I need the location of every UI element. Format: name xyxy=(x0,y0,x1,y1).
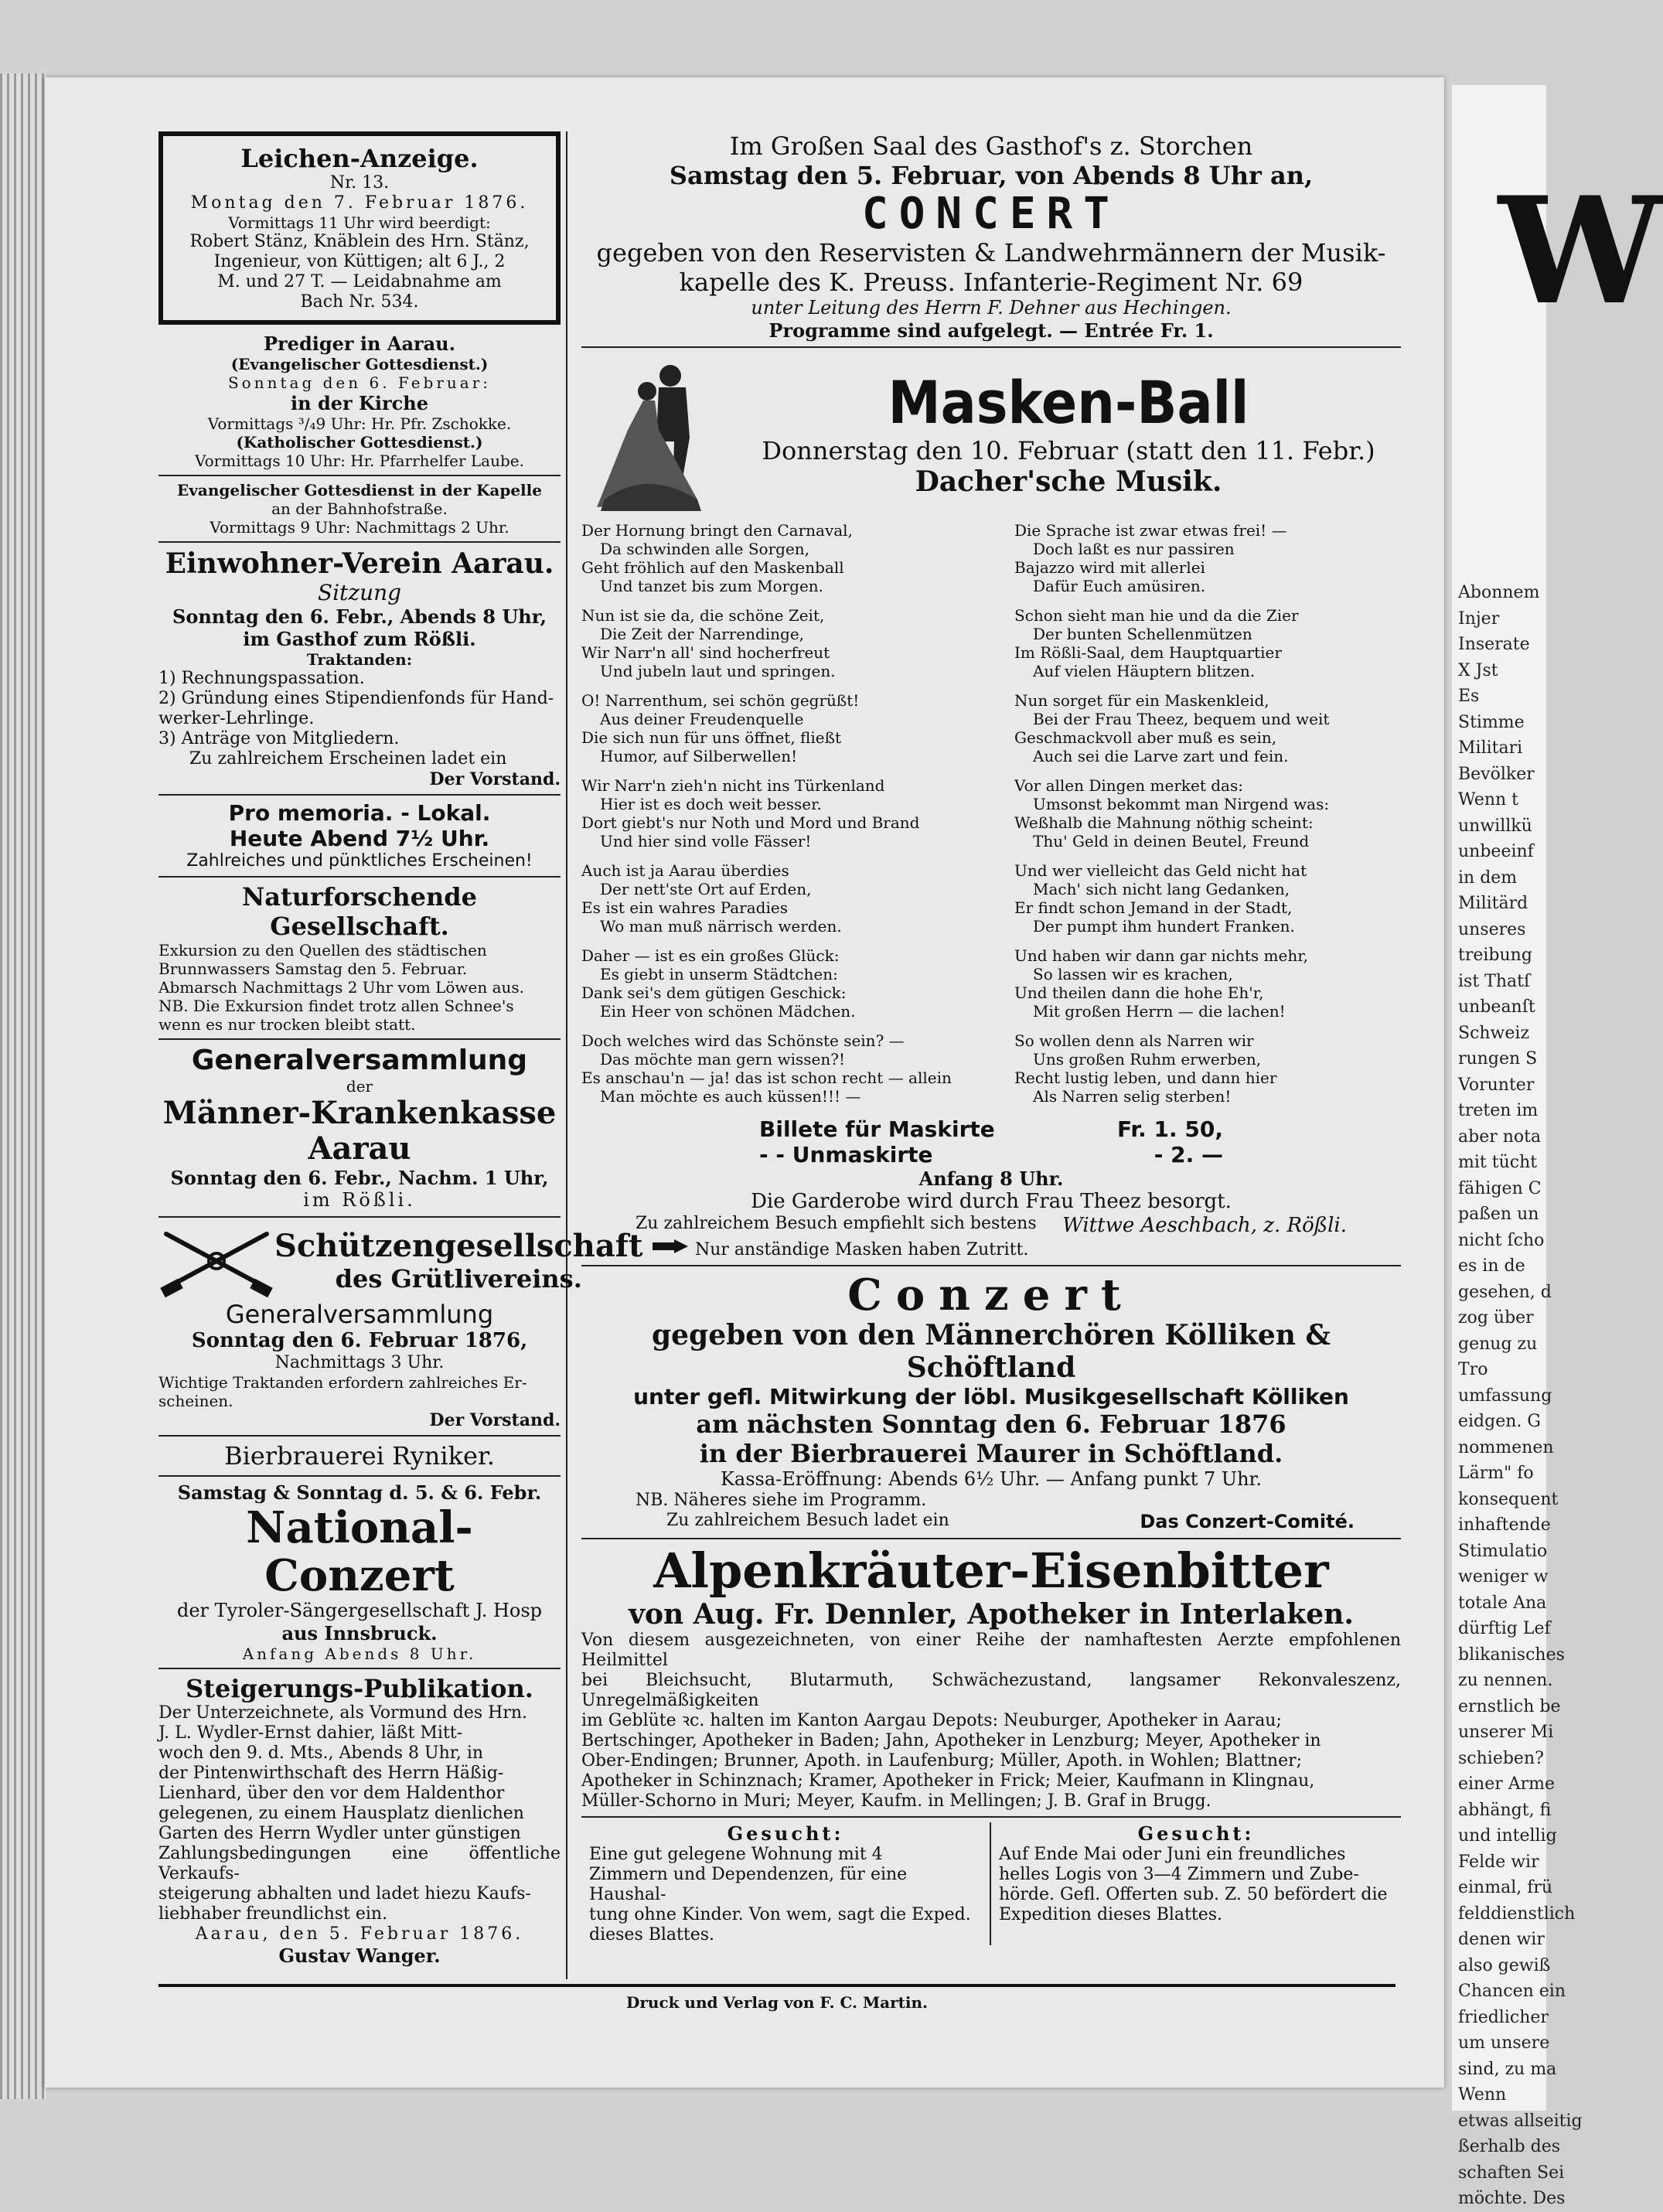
adjacent-page-line: weniger w xyxy=(1458,1567,1549,1587)
verse-line: Es giebt in unserm Städtchen: xyxy=(600,965,838,983)
gesucht-left-title: Gesucht: xyxy=(727,1822,844,1845)
schuetzen-title1: Schützengesellschaft xyxy=(274,1228,643,1264)
verse-stanza xyxy=(1014,776,1401,850)
verse-line: Doch laßt es nur passiren xyxy=(1033,540,1235,558)
alpen-line: bei Bleichsucht, Blutarmuth, Schwächezustand, langsamer Rekonvaleszenz, Unregelmäßigkeiten xyxy=(581,1671,1401,1710)
church-title: Prediger in Aarau. xyxy=(263,332,455,355)
adjacent-page-line: Es xyxy=(1458,687,1480,706)
adjacent-page-line: also gewiß xyxy=(1458,1955,1551,1975)
ticket2-label: - - Unmaskirte xyxy=(759,1142,933,1167)
gesucht-left xyxy=(581,1822,991,1945)
kranken-title: Generalversammlung xyxy=(191,1045,528,1076)
adjacent-page-line: Militärd xyxy=(1458,894,1528,913)
alpen-by: von Aug. Fr. Dennler, Apotheker in Interlaken. xyxy=(629,1598,1354,1631)
verse-line: So lassen wir es krachen, xyxy=(1033,965,1233,983)
konzert2-line7: Zu zahlreichem Besuch ladet ein xyxy=(666,1511,949,1530)
gesucht-right-line: helles Logis von 3—4 Zimmern und Zube- xyxy=(999,1865,1359,1884)
adjacent-page-line: paßen un xyxy=(1458,1205,1539,1224)
steigerung-line: J. L. Wydler-Ernst dahier, läßt Mitt- xyxy=(158,1723,463,1743)
verse-stanza xyxy=(1014,861,1401,936)
konzert2-line6: NB. Näheres siehe im Programm. xyxy=(636,1491,927,1510)
adjacent-page-line: X Jst xyxy=(1458,660,1498,680)
verse-line: Hier ist es doch weit besser. xyxy=(600,795,822,813)
adjacent-page-line: etwas allseitig xyxy=(1458,2111,1583,2131)
adjacent-page-edge xyxy=(1452,85,1663,2208)
adjacent-page-line: dürftig Lef xyxy=(1458,1619,1551,1638)
steigerung-line: gelegenen, zu einem Hausplatz dienlichen xyxy=(158,1804,524,1823)
steigerung-line: Zahlungsbedingungen eine öffentliche Verkaufs- xyxy=(158,1844,561,1883)
adjacent-page-line: es in de xyxy=(1458,1256,1525,1276)
verse-line: O! Narrenthum, sei schön gegrüßt! xyxy=(581,691,860,710)
adjacent-page-line: unbeanſt xyxy=(1458,997,1535,1017)
ryniker-title: Bierbrauerei Ryniker. xyxy=(224,1441,495,1471)
konzert2-line2: unter gefl. Mitwirkung der löbl. Musikgesellschaft Kölliken xyxy=(633,1384,1349,1409)
adjacent-page-line: nommenen xyxy=(1458,1437,1554,1457)
adjacent-page-line: in dem xyxy=(1458,867,1518,888)
verses-left-column xyxy=(581,521,968,1116)
left-column xyxy=(158,131,643,1967)
verse-line: Der nett'ste Ort auf Erden, xyxy=(600,880,812,898)
adjacent-page-line: genug zu xyxy=(1458,1334,1538,1354)
ticket-row-2 xyxy=(759,1142,1223,1167)
verse-line: Geht fröhlich auf den Maskenball xyxy=(581,558,844,577)
schuetzen-title2: des Grütlivereins. xyxy=(335,1264,582,1293)
kranken-where: im Rößli. xyxy=(303,1189,416,1211)
gesucht-right-lines xyxy=(999,1845,1393,1925)
verse-stanza xyxy=(1014,1031,1401,1106)
footer-imprint: Druck und Verlag von F. C. Martin. xyxy=(626,1993,928,2012)
verse-line: Die sich nun für uns öffnet, fließt xyxy=(581,728,841,747)
konzert2-sign: Das Conzert-Comité. xyxy=(1140,1511,1355,1532)
footer xyxy=(158,1978,1395,2012)
masken-note: Nur anständige Masken haben Zutritt. xyxy=(695,1240,1029,1259)
natur-line: NB. Die Exkursion findet trotz allen Schnee's xyxy=(158,997,514,1015)
death-notice-line: Ingenieur, von Küttigen; alt 6 J., 2 xyxy=(213,252,506,271)
verse-line: Wir Narr'n zieh'n nicht ins Türkenland xyxy=(581,776,885,795)
adjacent-page-line: konsequent xyxy=(1458,1489,1559,1509)
ryniker-by: der Tyroler-Sängergesellschaft J. Hosp xyxy=(176,1600,543,1621)
verse-line: Aus deiner Freudenquelle xyxy=(600,710,804,728)
masken-verses xyxy=(581,521,1401,1116)
naturforschende-gesellschaft xyxy=(158,882,561,1034)
schuetzen-gv: Generalversammlung xyxy=(225,1300,494,1329)
schuetzen-time: Nachmittags 3 Uhr. xyxy=(274,1353,445,1372)
steigerung-lines xyxy=(158,1703,561,1924)
crossed-rifles-icon xyxy=(158,1222,274,1300)
einwohner-agenda-title: Traktanden: xyxy=(306,650,413,669)
verse-line: Und hier sind volle Fässer! xyxy=(600,832,812,850)
kranken-when: Sonntag den 6. Febr., Nachm. 1 Uhr, xyxy=(170,1167,549,1189)
steigerung-line: Lienhard, über den vor dem Haldenthor xyxy=(158,1784,505,1803)
verse-line: Mit großen Herrn — die lachen! xyxy=(1033,1002,1286,1021)
concert-title: CONCERT xyxy=(861,189,1120,239)
natur-line: Abmarsch Nachmittags 2 Uhr vom Löwen aus. xyxy=(158,978,525,997)
einwohner-subtitle: Sitzung xyxy=(317,580,402,605)
verse-line: Die Sprache ist zwar etwas frei! — xyxy=(1014,521,1287,540)
alpen-title: Alpenkräuter-Eisenbitter xyxy=(653,1542,1329,1599)
alpenkraeuter-eisenbitter xyxy=(581,1544,1401,1812)
adjacent-page-line: zu nennen. xyxy=(1458,1671,1553,1690)
alpen-lines xyxy=(581,1631,1401,1812)
death-notice-line: Bach Nr. 534. xyxy=(300,292,419,312)
gesucht-left-line: Eine gut gelegene Wohnung mit 4 xyxy=(589,1845,883,1864)
adjacent-page-line: ernstlich be xyxy=(1458,1696,1561,1716)
adjacent-page-line: treibung xyxy=(1458,946,1532,965)
pro-memoria xyxy=(158,800,561,871)
masken-date: Donnerstag den 10. Februar (statt den 11. Febr.) xyxy=(762,436,1375,465)
alpen-line: Von diesem ausgezeichneten, von einer Reihe der namhaftesten Aerzte empfohlenen Heilmittel xyxy=(581,1631,1401,1670)
chapel-place: an der Bahnhofstraße. xyxy=(271,499,448,518)
church-evang-time: Vormittags ³/₄9 Uhr: Hr. Pfr. Zschokke. xyxy=(207,414,512,433)
verse-stanza xyxy=(581,946,968,1021)
adjacent-page-line: friedlicher xyxy=(1458,2007,1549,2027)
adjacent-page-line: Tro xyxy=(1458,1360,1488,1379)
kranken-name: Männer-Krankenkasse Aarau xyxy=(162,1095,557,1167)
dancing-couple-icon xyxy=(581,353,736,515)
masken-start: Anfang 8 Uhr. xyxy=(918,1167,1064,1190)
verse-line: Der Hornung bringt den Carnaval, xyxy=(581,521,853,540)
gesucht-left-line: Zimmern und Dependenzen, für eine Haushal- xyxy=(589,1865,908,1904)
masken-invite: Zu zahlreichem Besuch empfiehlt sich bestens xyxy=(636,1214,1037,1233)
masken-invite-row xyxy=(581,1214,1401,1238)
ryniker-from: aus Innsbruck. xyxy=(281,1622,438,1645)
adjacent-page-line: nicht ſcho xyxy=(1458,1230,1545,1250)
adjacent-page-line: unseres xyxy=(1458,919,1526,939)
steigerung-line: Garten des Herrn Wydler unter günstigen xyxy=(158,1824,521,1843)
ticket-row-1 xyxy=(759,1116,1223,1142)
concert-line1: Im Großen Saal des Gasthof's z. Storchen xyxy=(729,131,1253,161)
verse-line: Weßhalb die Mahnung nöthig scheint: xyxy=(1014,813,1314,832)
adjacent-page-line: abhängt, fi xyxy=(1458,1800,1552,1820)
natur-line: Exkursion zu den Quellen des städtischen xyxy=(158,941,487,959)
steigerung-title: Steigerungs-Publikation. xyxy=(186,1674,533,1703)
verse-line: Und jubeln laut und springen. xyxy=(600,662,836,680)
verse-line: Geschmackvoll aber muß es sein, xyxy=(1014,728,1277,747)
adjacent-page-line: zog über xyxy=(1458,1308,1534,1328)
adjacent-page-text xyxy=(1458,580,1613,2212)
verse-line: Die Zeit der Narrendinge, xyxy=(600,625,805,643)
adjacent-page-line: einer Arme xyxy=(1458,1774,1556,1794)
adjacent-page-line: einmal, frü xyxy=(1458,1878,1553,1897)
adjacent-page-line: Schweiz xyxy=(1458,1023,1530,1043)
verse-line: Daher — ist es ein großes Glück: xyxy=(581,946,840,965)
masken-host: Wittwe Aeschbach, z. Rößli. xyxy=(1062,1214,1347,1237)
natur-line: wenn es nur trocken bleibt statt. xyxy=(158,1015,416,1034)
adjacent-page-line: blikanisches xyxy=(1458,1645,1565,1665)
konzert2-line4: in der Bierbrauerei Maurer in Schöftland. xyxy=(699,1439,1283,1468)
alpen-line: im Geblüte ꝛc. halten im Kanton Aargau Depots: Neuburger, Apotheker in Aarau; xyxy=(581,1711,1282,1730)
bierbrauerei-ryniker xyxy=(158,1441,561,1663)
death-notice-lines xyxy=(172,232,547,312)
verse-line: Man möchte es auch küssen!!! — xyxy=(600,1087,861,1106)
verse-stanza xyxy=(1014,691,1401,765)
book-binding xyxy=(0,73,46,2099)
schuetzen-when: Sonntag den 6. Februar 1876, xyxy=(191,1329,528,1352)
verse-stanza xyxy=(1014,521,1401,595)
adjacent-page-line: totale Ana xyxy=(1458,1593,1547,1613)
krankenkasse xyxy=(158,1045,561,1212)
adjacent-page-line: Felde wir xyxy=(1458,1852,1539,1872)
masken-wardrobe: Die Garderobe wird durch Frau Theez besorgt. xyxy=(751,1190,1232,1213)
steigerung-line: steigerung abhalten und ladet hiezu Kaufs- xyxy=(158,1884,531,1904)
concert-line3: gegeben von den Reservisten & Landwehrmännern der Musik- xyxy=(596,238,1386,268)
chapel-title: Evangelischer Gottesdienst in der Kapelle xyxy=(177,481,542,499)
verse-line: Der pumpt ihm hundert Franken. xyxy=(1033,917,1295,936)
adjacent-page-line: und intellig xyxy=(1458,1826,1557,1846)
steigerung-line: woch den 9. d. Mts., Abends 8 Uhr, in xyxy=(158,1743,484,1763)
verse-line: Wo man muß närrisch werden. xyxy=(600,917,842,936)
death-notice-time: Vormittags 11 Uhr wird beerdigt: xyxy=(228,213,491,232)
verse-line: Ein Heer von schönen Mädchen. xyxy=(600,1002,856,1021)
adjacent-page-line: Abonnem xyxy=(1458,583,1540,602)
church-evang: (Evangelischer Gottesdienst.) xyxy=(230,355,489,373)
church-services xyxy=(158,332,561,537)
adjacent-page-line: Bevölker xyxy=(1458,764,1535,784)
gesucht-right-line: Expedition dieses Blattes. xyxy=(999,1905,1223,1924)
verse-stanza xyxy=(581,861,968,936)
verse-line: Wir Narr'n all' sind hocherfreut xyxy=(581,643,830,662)
konzert2-line3: am nächsten Sonntag den 6. Februar 1876 xyxy=(696,1409,1286,1439)
pointing-hand-icon xyxy=(651,1238,690,1255)
steigerung-line: Der Unterzeichnete, als Vormund des Hrn. xyxy=(158,1703,528,1723)
verse-line: Doch welches wird das Schönste sein? — xyxy=(581,1031,905,1050)
einwohner-verein xyxy=(158,547,561,789)
gesucht-left-lines xyxy=(589,1845,982,1945)
right-column xyxy=(581,131,1401,1945)
alpen-line: Müller-Schorno in Muri; Meyer, Kaufm. in Mellingen; J. B. Graf in Brugg. xyxy=(581,1791,1211,1811)
concert-line2: Samstag den 5. Februar, von Abends 8 Uhr an, xyxy=(669,161,1314,190)
adjacent-page-line: rungen S xyxy=(1458,1049,1538,1069)
verse-line: Thu' Geld in deinen Beutel, Freund xyxy=(1033,832,1310,850)
adjacent-page-line: treten im xyxy=(1458,1101,1539,1120)
death-notice-date: Montag den 7. Februar 1876. xyxy=(190,193,529,213)
verse-line: Der bunten Schellenmützen xyxy=(1033,625,1252,643)
church-sunday: Sonntag den 6. Februar: xyxy=(227,373,492,392)
steigerung-date: Aarau, den 5. Februar 1876. xyxy=(195,1924,524,1944)
schuetzengesellschaft xyxy=(158,1222,643,1430)
verse-line: Dafür Euch amüsiren. xyxy=(1033,577,1206,595)
verse-line: Im Rößli-Saal, dem Hauptquartier xyxy=(1014,643,1282,662)
adjacent-page-line: Stimulatio xyxy=(1458,1541,1548,1561)
adjacent-page-line: um unsere xyxy=(1458,2033,1550,2053)
adjacent-page-line: unwillkü xyxy=(1458,816,1532,836)
verse-line: Er findt schon Jemand in der Stadt, xyxy=(1014,898,1293,917)
verse-line: Vor allen Dingen merket das: xyxy=(1014,776,1243,795)
masken-music: Dacher'sche Musik. xyxy=(915,465,1222,498)
adjacent-page-line: unserer Mi xyxy=(1458,1723,1554,1742)
death-notice-number: Nr. 13. xyxy=(329,173,390,193)
adjacent-page-line: Inserate xyxy=(1458,635,1530,654)
agenda-item: werker-Lehrlinge. xyxy=(158,709,315,728)
chapel-time: Vormittags 9 Uhr: Nachmittags 2 Uhr. xyxy=(210,518,509,537)
ticket1-label: Billete für Maskirte xyxy=(759,1116,995,1142)
gesucht-right-line: Auf Ende Mai oder Juni ein freundliches xyxy=(999,1845,1346,1864)
verse-stanza xyxy=(581,776,968,850)
einwohner-where: im Gasthof zum Rößli. xyxy=(243,628,476,650)
verse-line: Dort giebt's nur Noth und Mord und Brand xyxy=(581,813,920,832)
verse-line: Uns großen Ruhm erwerben, xyxy=(1033,1050,1262,1069)
schuetzen-sign: Der Vorstand. xyxy=(429,1410,561,1430)
verse-stanza xyxy=(581,521,968,595)
verse-line: Humor, auf Silberwellen! xyxy=(600,747,798,765)
konzert2-line5: Kassa-Eröffnung: Abends 6½ Uhr. — Anfang punkt 7 Uhr. xyxy=(720,1468,1263,1490)
alpen-line: Ober-Endingen; Brunner, Apoth. in Laufenburg; Müller, Apoth. in Wohlen; Blattner; xyxy=(581,1751,1303,1771)
verse-line: Und tanzet bis zum Morgen. xyxy=(600,577,824,595)
einwohner-invite: Zu zahlreichem Erscheinen ladet ein xyxy=(189,749,507,769)
verse-line: Es anschau'n — ja! das ist schon recht — allein xyxy=(581,1069,952,1087)
adjacent-page-line: denen wir xyxy=(1458,1930,1545,1949)
verse-line: Recht lustig leben, und dann hier xyxy=(1014,1069,1277,1087)
einwohner-when: Sonntag den 6. Febr., Abends 8 Uhr, xyxy=(172,605,547,628)
adjacent-page-line: eidgen. G xyxy=(1458,1412,1541,1431)
verses-right-column xyxy=(1014,521,1401,1116)
adjacent-page-line: mit tücht xyxy=(1458,1153,1538,1172)
adjacent-page-line: Militari xyxy=(1458,738,1523,758)
natur-lines xyxy=(158,941,561,1034)
konzert2-invite-row xyxy=(581,1511,1401,1533)
verse-line: Als Narren selig sterben! xyxy=(1033,1087,1232,1106)
ryniker-start: Anfang Abends 8 Uhr. xyxy=(242,1645,477,1663)
concert-line5: unter Leitung des Herrn F. Dehner aus Hechingen. xyxy=(751,297,1232,319)
gesucht-right-title: Gesucht: xyxy=(1137,1822,1255,1845)
konzert2-title: Conzert xyxy=(847,1270,1135,1321)
masken-ball xyxy=(581,353,1401,1260)
adjacent-page-line: Stimme xyxy=(1458,712,1525,732)
church-cath-time: Vormittags 10 Uhr: Hr. Pfarrhelfer Laube. xyxy=(195,452,524,470)
schuetzen-note1: Wichtige Traktanden erfordern zahlreiches Er- xyxy=(158,1373,527,1392)
verse-line: Auf vielen Häuptern blitzen. xyxy=(1033,662,1256,680)
memoria-line2: Heute Abend 7½ Uhr. xyxy=(229,826,490,851)
adjacent-page-line: Lärm" fo xyxy=(1458,1464,1534,1483)
death-notice-line: M. und 27 T. — Leidabnahme am xyxy=(217,272,502,291)
adjacent-page-line: sind, zu ma xyxy=(1458,2059,1557,2079)
adjacent-page-line: möchte. Des xyxy=(1458,2189,1566,2208)
adjacent-page-line: aber nota xyxy=(1458,1126,1542,1147)
verse-stanza xyxy=(581,606,968,680)
concert-line4: kapelle des K. Preuss. Infanterie-Regiment Nr. 69 xyxy=(679,268,1303,297)
ticket1-price: Fr. 1. 50, xyxy=(1116,1116,1223,1142)
adjacent-page-line: umfassung xyxy=(1458,1385,1552,1406)
adjacent-page-line: inhaftende xyxy=(1458,1515,1551,1535)
memoria-line1: Pro memoria. - Lokal. xyxy=(228,800,491,826)
konzert2-line1: gegeben von den Männerchören Kölliken & Schöftland xyxy=(651,1319,1331,1384)
death-notice-title: Leichen-Anzeige. xyxy=(240,144,479,173)
adjacent-page-line: Wenn t xyxy=(1458,790,1519,809)
church-cath: (Katholischer Gottesdienst.) xyxy=(236,433,483,452)
adjacent-page-line: gesehen, d xyxy=(1458,1282,1552,1302)
steigerungs-publikation xyxy=(158,1674,561,1967)
verse-line: So wollen denn als Narren wir xyxy=(1014,1031,1254,1050)
masken-title: Masken-Ball xyxy=(888,368,1249,437)
adjacent-page-line: fähigen C xyxy=(1458,1178,1542,1198)
gesucht-right xyxy=(991,1822,1401,1945)
adjacent-page-line: Injer xyxy=(1458,608,1500,629)
adjacent-page-line: schieben? xyxy=(1458,1748,1544,1768)
gesucht-ads xyxy=(581,1822,1401,1945)
adjacent-page-line: Wenn xyxy=(1458,2085,1507,2105)
verse-line: Und haben wir dann gar nichts mehr, xyxy=(1014,946,1308,965)
adjacent-page-line: ßerhalb des xyxy=(1458,2137,1561,2156)
death-notice xyxy=(158,131,561,325)
gesucht-left-line: tung ohne Kinder. Von wem, sagt die Exped. xyxy=(589,1905,971,1924)
verse-line: Dank sei's dem gütigen Geschick: xyxy=(581,983,847,1002)
adjacent-page-masthead: W xyxy=(1498,165,1663,337)
verse-line: Es ist ein wahres Paradies xyxy=(581,898,788,917)
verse-stanza xyxy=(1014,606,1401,680)
ryniker-concert: National-Conzert xyxy=(246,1502,473,1601)
verse-line: Mach' sich nicht lang Gedanken, xyxy=(1033,880,1290,898)
gesucht-left-line: dieses Blattes. xyxy=(589,1925,715,1944)
verse-line: Nun sorget für ein Maskenkleid, xyxy=(1014,691,1269,710)
verse-line: Umsonst bekommt man Nirgend was: xyxy=(1033,795,1330,813)
memoria-line3: Zahlreiches und pünktliches Erscheinen! xyxy=(186,851,533,871)
verse-line: Auch ist ja Aarau überdies xyxy=(581,861,789,880)
verse-stanza xyxy=(1014,946,1401,1021)
verse-line: Und theilen dann die hohe Eh'r, xyxy=(1014,983,1264,1002)
kranken-der: der xyxy=(346,1077,373,1096)
verse-stanza xyxy=(581,691,968,765)
einwohner-sign: Der Vorstand. xyxy=(429,769,561,789)
masken-note-row xyxy=(581,1238,1401,1260)
adjacent-page-line: unbeeinf xyxy=(1458,842,1534,861)
verse-line: Da schwinden alle Sorgen, xyxy=(600,540,810,558)
verse-stanza xyxy=(581,1031,968,1106)
verse-line: Nun ist sie da, die schöne Zeit, xyxy=(581,606,825,625)
steigerung-sign: Gustav Wanger. xyxy=(278,1944,441,1967)
adjacent-page-line: felddienstlich xyxy=(1458,1904,1576,1924)
einwohner-title: Einwohner-Verein Aarau. xyxy=(165,547,554,580)
agenda-item: 2) Gründung eines Stipendienfonds für Hand- xyxy=(158,689,554,708)
ryniker-when: Samstag & Sonntag d. 5. & 6. Febr. xyxy=(177,1481,542,1504)
adjacent-page-line: ist Thatſ xyxy=(1458,971,1531,991)
concert-line6: Programme sind aufgelegt. — Entrée Fr. 1. xyxy=(768,319,1214,342)
verse-line: Bajazzo wird mit allerlei xyxy=(1014,558,1205,577)
alpen-line: Bertschinger, Apotheker in Baden; Jahn, Apotheker in Lenzburg; Meyer, Apotheker in xyxy=(581,1731,1321,1750)
agenda-item: 1) Rechnungspassation. xyxy=(158,669,365,688)
death-notice-line: Robert Stänz, Knäblein des Hrn. Stänz, xyxy=(189,232,530,251)
schuetzen-note2: scheinen. xyxy=(158,1392,233,1410)
steigerung-line: liebhaber freundlichst ein. xyxy=(158,1904,388,1924)
natur-title: Naturforschende Gesellschaft. xyxy=(242,882,477,941)
natur-line: Brunnwassers Samstag den 5. Februar. xyxy=(158,959,468,978)
adjacent-page-line: Chancen ein xyxy=(1458,1982,1566,2001)
agenda-item: 3) Anträge von Mitgliedern. xyxy=(158,729,400,748)
gesucht-right-line: hörde. Gefl. Offerten sub. Z. 50 befördert die xyxy=(999,1885,1388,1904)
einwohner-agenda xyxy=(158,669,561,749)
adjacent-page-line: schaften Sei xyxy=(1458,2163,1565,2183)
conzert-koelliken xyxy=(581,1271,1401,1533)
verse-line: Und wer vielleicht das Geld nicht hat xyxy=(1014,861,1307,880)
adjacent-page-line: Vorunter xyxy=(1458,1075,1535,1095)
alpen-line: Apotheker in Schinznach; Kramer, Apotheker in Frick; Meier, Kaufmann in Klingnau, xyxy=(581,1771,1315,1791)
church-place: in der Kirche xyxy=(291,392,428,414)
steigerung-line: der Pintenwirthschaft des Herrn Häßig- xyxy=(158,1764,504,1783)
ticket2-price: - 2. — xyxy=(1154,1142,1223,1167)
verse-line: Schon sieht man hie und da die Zier xyxy=(1014,606,1299,625)
verse-line: Das möchte man gern wissen?! xyxy=(600,1050,845,1069)
concert-storchen xyxy=(581,131,1401,342)
verse-line: Auch sei die Larve zart und fein. xyxy=(1033,747,1289,765)
verse-line: Bei der Frau Theez, bequem und weit xyxy=(1033,710,1330,728)
column-divider xyxy=(566,131,567,1979)
